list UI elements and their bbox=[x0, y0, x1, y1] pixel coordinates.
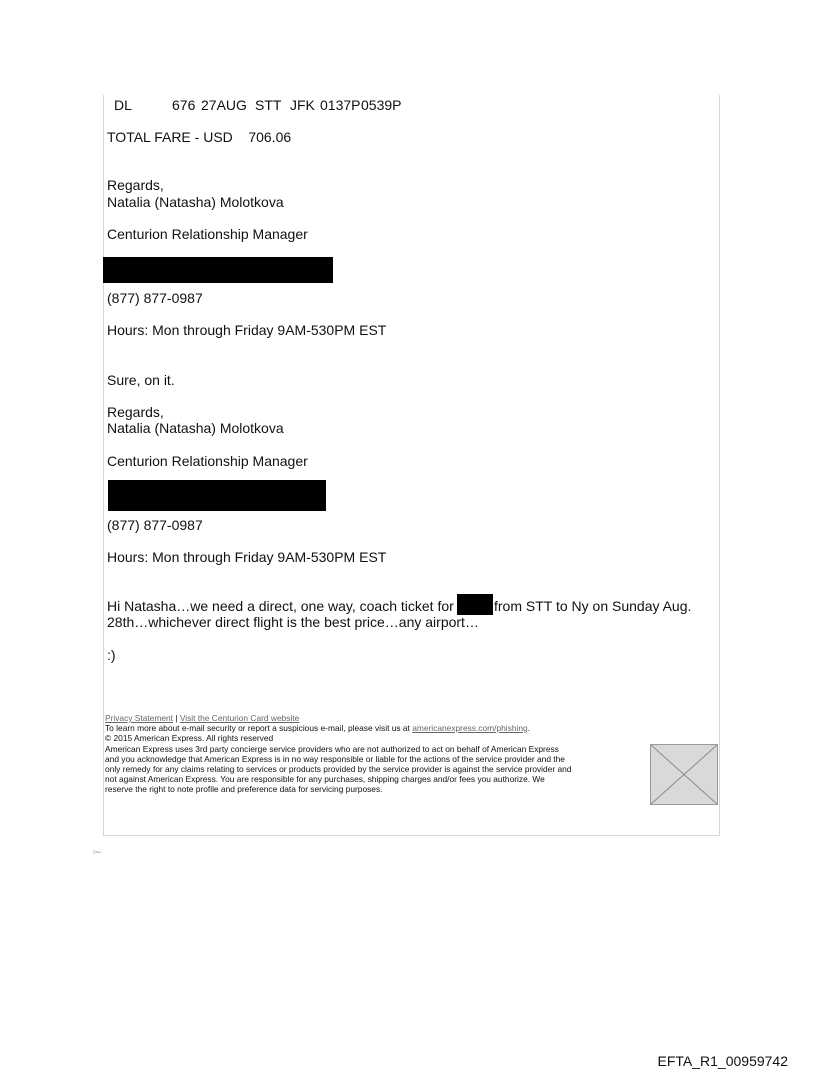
signature-name: Natalia (Natasha) Molotkova bbox=[107, 194, 284, 210]
redaction-box bbox=[108, 480, 326, 511]
regards-text: Regards, bbox=[107, 177, 164, 193]
signature-phone: (877) 877-0987 bbox=[107, 290, 203, 306]
disclaimer-line: not against American Express. You are responsible for any purchases, shipping charges and/or fees you authorize. We bbox=[105, 774, 545, 784]
flight-date: 27AUG bbox=[201, 97, 247, 113]
redaction-box bbox=[457, 594, 493, 615]
signature-phone: (877) 877-0987 bbox=[107, 517, 203, 533]
redaction-box bbox=[103, 257, 333, 283]
signature-name: Natalia (Natasha) Molotkova bbox=[107, 420, 284, 436]
reply-text: Sure, on it. bbox=[107, 372, 175, 388]
stray-mark: ⁝⁓ bbox=[93, 850, 101, 856]
smiley-text: :) bbox=[107, 647, 116, 663]
request-text-line2: 28th…whichever direct flight is the best price…any airport… bbox=[107, 614, 479, 630]
origin-airport: STT bbox=[255, 97, 282, 113]
airline-code: DL bbox=[114, 97, 132, 113]
copyright-text: © 2015 American Express. All rights reserved bbox=[105, 733, 274, 743]
disclaimer-line: only remedy for any claims relating to services or products provided by the service provider is against the service provider and bbox=[105, 764, 572, 774]
signature-hours: Hours: Mon through Friday 9AM-530PM EST bbox=[107, 549, 387, 565]
document-id: EFTA_R1_00959742 bbox=[657, 1053, 788, 1069]
security-note-text: To learn more about e-mail security or report a suspicious e-mail, please visit us at bbox=[105, 723, 410, 733]
privacy-statement-link[interactable]: Privacy Statement bbox=[105, 713, 173, 723]
centurion-website-link[interactable]: Visit the Centurion Card website bbox=[179, 713, 300, 723]
disclaimer-line: reserve the right to note profile and preference data for servicing purposes. bbox=[105, 784, 383, 794]
signature-hours: Hours: Mon through Friday 9AM-530PM EST bbox=[107, 322, 387, 338]
depart-time: 0137P bbox=[320, 97, 361, 113]
disclaimer-line: and you acknowledge that American Express is in no way responsible or liable for the actions of the service provider and the bbox=[105, 754, 565, 764]
phishing-link[interactable]: americanexpress.com/phishing bbox=[412, 723, 528, 733]
request-text-part2: from STT to Ny on Sunday Aug. bbox=[494, 598, 692, 614]
total-fare: TOTAL FARE - USD 706.06 bbox=[107, 129, 292, 145]
signature-title: Centurion Relationship Manager bbox=[107, 453, 308, 469]
broken-image-placeholder bbox=[650, 744, 718, 805]
signature-title: Centurion Relationship Manager bbox=[107, 226, 308, 242]
arrive-time: 0539P bbox=[361, 97, 402, 113]
request-text-part1: Hi Natasha…we need a direct, one way, coach ticket for bbox=[107, 598, 454, 614]
link-separator: | bbox=[175, 713, 178, 723]
disclaimer-line: American Express uses 3rd party concierge service providers who are not authorized to act on behalf of American Express bbox=[105, 744, 559, 754]
destination-airport: JFK bbox=[290, 97, 315, 113]
security-note: To learn more about e-mail security or report a suspicious e-mail, please visit us at americanexpress.com/phishing. bbox=[105, 723, 530, 733]
regards-text: Regards, bbox=[107, 404, 164, 420]
flight-number: 676 bbox=[172, 97, 196, 113]
